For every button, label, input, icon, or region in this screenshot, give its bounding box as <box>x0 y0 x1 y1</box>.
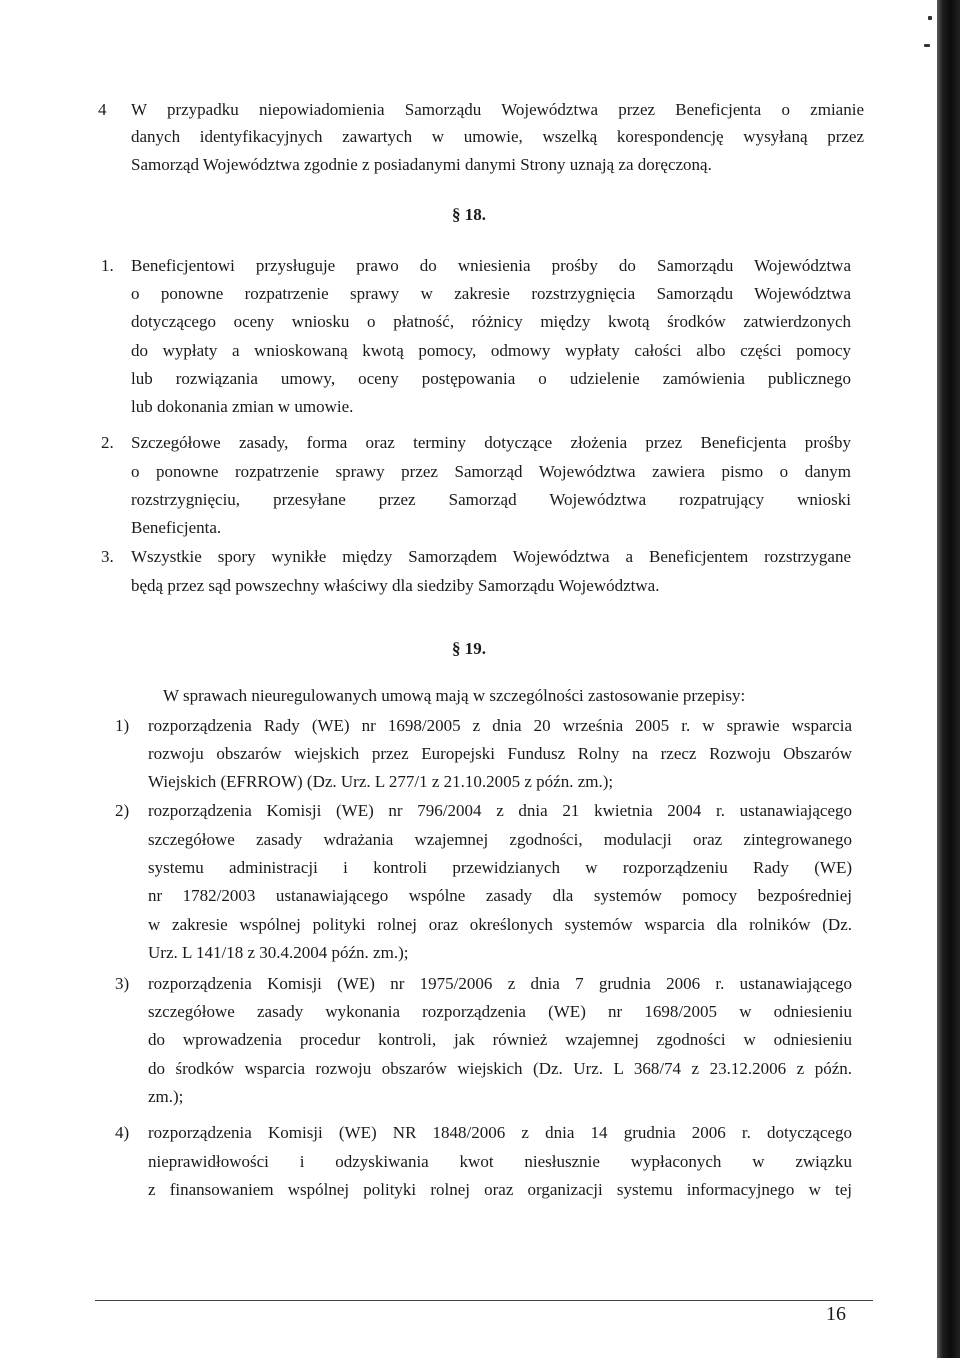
list-item-line: będą przez sąd powszechny właściwy dla siedziby Samorządu Województwa. <box>131 576 660 595</box>
list-item-line: Szczegółowe zasady, forma oraz terminy dotyczące złożenia przez Beneficjenta prośby <box>131 433 851 452</box>
list-item-line: z finansowaniem wspólnej polityki rolnej oraz organizacji systemu informacyjnego w tej <box>148 1180 852 1199</box>
list-item-line: Beneficjentowi przysługuje prawo do wniesienia prośby do Samorządu Województwa <box>131 256 851 275</box>
list-item-line: Wiejskich (EFRROW) (Dz. Urz. L 277/1 z 21.10.2005 z późn. zm.); <box>148 772 614 791</box>
list-item-line: nr 1782/2003 ustanawiającego wspólne zasady dla systemów pomocy bezpośredniej <box>148 886 852 905</box>
list-item-line: nieprawidłowości i odzyskiwania kwot niesłusznie wypłaconych w związku <box>148 1152 852 1171</box>
paragraph-line: Samorząd Województwa zgodnie z posiadanymi danymi Strony uznają za doręczoną. <box>131 155 712 174</box>
list-number: 1. <box>101 256 114 275</box>
list-item-line: o ponowne rozpatrzenie sprawy przez Samorząd Województwa zawiera pismo o danym <box>131 462 851 481</box>
footer-rule <box>95 1300 873 1301</box>
list-number: 4) <box>115 1123 130 1142</box>
list-number: 3. <box>101 547 114 566</box>
list-number: 2. <box>101 433 114 452</box>
section-heading: § 19. <box>452 639 486 658</box>
page-number: 16 <box>826 1303 846 1325</box>
list-item-line: w zakresie wspólnej polityki rolnej oraz określonych systemów wsparcia dla rolników (Dz. <box>148 915 852 934</box>
list-item-line: Wszystkie spory wynikłe między Samorządem Województwa a Beneficjentem rozstrzygane <box>131 547 851 566</box>
list-item-line: zm.); <box>148 1087 184 1106</box>
paragraph-line: W przypadku niepowiadomienia Samorządu Województwa przez Beneficjenta o zmianie <box>131 100 864 119</box>
list-item-line: szczegółowe zasady wdrażania wzajemnej zgodności, modulacji oraz zintegrowanego <box>148 830 852 849</box>
section-heading: § 18. <box>452 205 486 224</box>
list-item-line: lub rozwiązania umowy, oceny postępowania o udzielenie zamówienia publicznego <box>131 369 851 388</box>
scan-speck <box>928 16 932 20</box>
list-item-line: szczegółowe zasady wykonania rozporządzenia (WE) nr 1698/2005 w odniesieniu <box>148 1002 852 1021</box>
list-number: 1) <box>115 716 130 735</box>
list-item-line: rozporządzenia Komisji (WE) nr 1975/2006 z dnia 7 grudnia 2006 r. ustanawiającego <box>148 974 852 993</box>
list-item-line: rozwoju obszarów wiejskich przez Europejski Fundusz Rolny na rzecz Rozwoju Obszarów <box>148 744 852 763</box>
scan-speck <box>924 44 930 47</box>
paragraph-number: 4 <box>98 100 107 119</box>
scan-edge-shadow <box>937 0 960 1358</box>
paragraph-line: danych identyfikacyjnych zawartych w umowie, wszelką korespondencję wysyłaną przez <box>131 127 864 146</box>
list-item-line: o ponowne rozpatrzenie sprawy w zakresie rozstrzygnięcia Samorządu Województwa <box>131 284 851 303</box>
list-number: 2) <box>115 801 130 820</box>
list-item-line: rozstrzygnięciu, przesyłane przez Samorząd Województwa rozpatrujący wnioski <box>131 490 851 509</box>
list-item-line: rozporządzenia Rady (WE) nr 1698/2005 z dnia 20 września 2005 r. w sprawie wsparcia <box>148 716 852 735</box>
list-item-line: do wprowadzenia procedur kontroli, jak również wzajemnej zgodności w odniesieniu <box>148 1030 852 1049</box>
list-item-line: Beneficjenta. <box>131 518 222 537</box>
list-item-line: rozporządzenia Komisji (WE) nr 796/2004 z dnia 21 kwietnia 2004 r. ustanawiającego <box>148 801 852 820</box>
list-item-line: rozporządzenia Komisji (WE) NR 1848/2006 z dnia 14 grudnia 2006 r. dotyczącego <box>148 1123 852 1142</box>
list-item-line: lub dokonania zmian w umowie. <box>131 397 354 416</box>
list-item-line: do wypłaty a wnioskowaną kwotą pomocy, odmowy wypłaty całości albo części pomocy <box>131 341 851 360</box>
list-item-line: systemu administracji i kontroli przewidzianych w rozporządzeniu Rady (WE) <box>148 858 852 877</box>
section-intro: W sprawach nieuregulowanych umową mają w szczególności zastosowanie przepisy: <box>163 686 746 705</box>
list-item-line: dotyczącego oceny wniosku o płatność, różnicy między kwotą środków zatwierdzonych <box>131 312 851 331</box>
list-item-line: do środków wsparcia rozwoju obszarów wiejskich (Dz. Urz. L 368/74 z 23.12.2006 z późn. <box>148 1059 852 1078</box>
list-number: 3) <box>115 974 130 993</box>
list-item-line: Urz. L 141/18 z 30.4.2004 późn. zm.); <box>148 943 409 962</box>
